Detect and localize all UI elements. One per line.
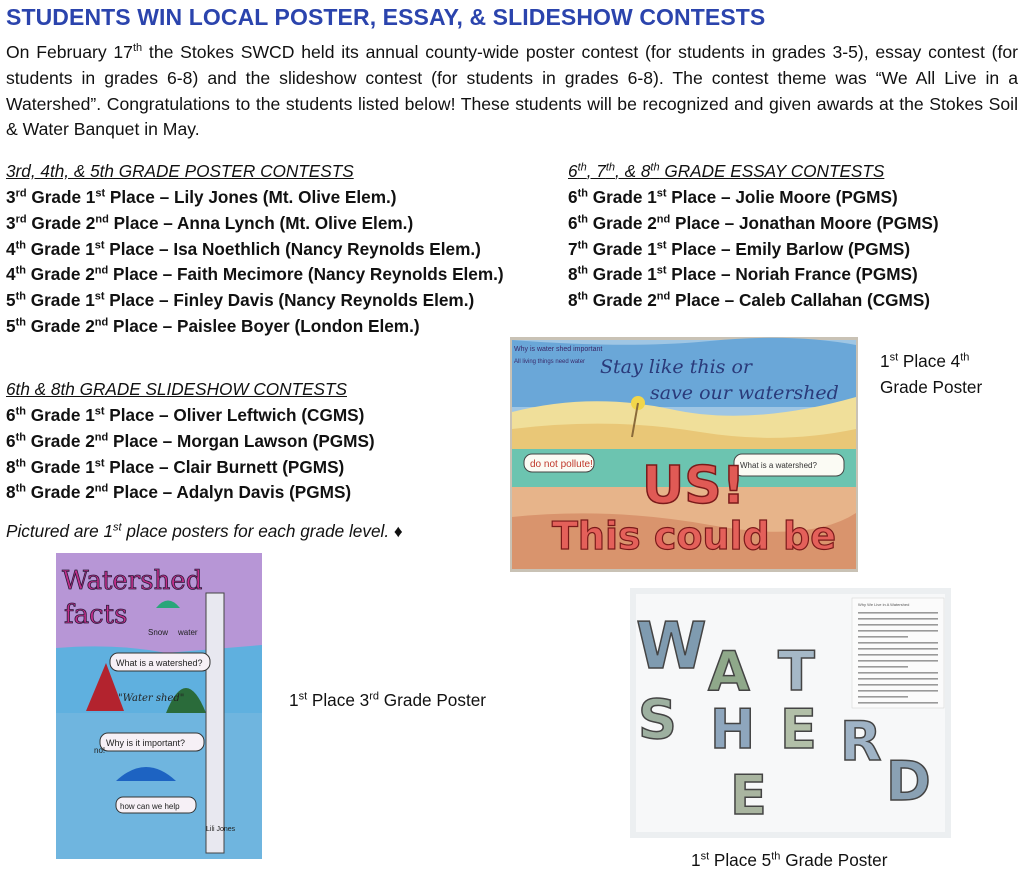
article-headline: STUDENTS WIN LOCAL POSTER, ESSAY, & SLIDESHOW CONTESTS: [6, 4, 766, 30]
intro-paragraph: On February 17th the Stokes SWCD held its annual county-wide poster contest (for students in grades 3-5), essay contest (for students in grades 6-8) and the slideshow contest (for students in grades 6-8). The contest theme was “We All Live in a Watershed”. Congratulations to the students listed below! These students will be recognized and given awards at the Stokes Soil & Water Banquet in May.: [6, 42, 1018, 140]
poster3-q3: how can we help: [120, 802, 180, 811]
grade3-poster-photo: [56, 553, 262, 859]
poster3-no: no!: [94, 746, 106, 755]
poster3-water: water: [178, 628, 198, 637]
poster5-essay-title: Why We Live in A Watershed: [858, 602, 910, 607]
pictured-note: Pictured are 1st place posters for each grade level. ♦: [6, 521, 403, 541]
poster4-note2: All living things need water: [514, 359, 586, 365]
poster5-letter: E: [730, 764, 767, 827]
essay-entry: 6th Grade 1st Place – Jolie Moore (PGMS): [568, 187, 898, 207]
poster3-q1: What is a watershed?: [116, 658, 203, 668]
essay-line: [858, 672, 938, 674]
grade4-poster-photo: [510, 337, 858, 572]
poster4-whatis: What is a watershed?: [740, 461, 817, 470]
poster3-ws: "Water shed": [118, 693, 185, 704]
poster4-line2: save our watershed: [650, 382, 839, 404]
poster5-letter: T: [778, 640, 815, 703]
poster3-q2: Why is it important?: [106, 738, 186, 748]
poster4-note: Why is water shed important: [514, 346, 603, 353]
essay-contest-heading: 6th, 7th, & 8th GRADE ESSAY CONTESTS: [568, 161, 885, 181]
poster4-pollute: do not pollute!: [530, 459, 593, 470]
slideshow-contest-heading: 6th & 8th GRADE SLIDESHOW CONTESTS: [6, 379, 347, 399]
poster-contest-list: [6, 159, 504, 340]
poster5-letter: H: [710, 698, 756, 761]
grade5-poster-photo: [630, 588, 951, 838]
essay-line: [858, 624, 938, 626]
grade5-caption: 1st Place 5th Grade Poster: [691, 850, 888, 870]
poster-entry: 4th Grade 2nd Place – Faith Mecimore (Nancy Reynolds Elem.): [6, 264, 504, 285]
poster5-letter: W: [636, 610, 707, 684]
essay-entry: 7th Grade 1st Place – Emily Barlow (PGMS): [568, 238, 911, 259]
slideshow-entry: 8th Grade 1st Place – Clair Burnett (PGMS): [6, 456, 345, 477]
essay-contest-list: [568, 159, 939, 314]
poster5-letter: D: [886, 750, 931, 813]
essay-line: [858, 612, 938, 614]
slideshow-entry: 6th Grade 2nd Place – Morgan Lawson (PGMS): [6, 430, 375, 451]
poster-entry: 5th Grade 2nd Place – Paislee Boyer (London Elem.): [6, 315, 420, 336]
poster3-title2: facts: [64, 600, 128, 630]
slideshow-contest-list: [6, 377, 375, 506]
essay-entry: 8th Grade 1st Place – Noriah France (PGMS): [568, 264, 918, 285]
slideshow-entry: 6th Grade 1st Place – Oliver Leftwich (CGMS): [6, 405, 365, 425]
essay-line: [858, 660, 938, 662]
essay-line: [858, 642, 938, 644]
poster3-snow: Snow: [148, 628, 169, 637]
essay-line: [858, 690, 938, 692]
essay-entry: 6th Grade 2nd Place – Jonathan Moore (PGMS): [568, 212, 939, 233]
poster5-letter: E: [780, 698, 817, 761]
essay-entry: 8th Grade 2nd Place – Caleb Callahan (CGMS): [568, 290, 931, 311]
grade3-caption: 1st Place 3rd Grade Poster: [289, 690, 487, 710]
poster5-letter: R: [840, 710, 882, 773]
poster5-letter: A: [708, 640, 750, 703]
essay-line: [858, 618, 938, 620]
essay-line: [858, 648, 938, 650]
essay-line: [858, 684, 938, 686]
slideshow-entry: 8th Grade 2nd Place – Adalyn Davis (PGMS): [6, 482, 352, 503]
essay-line: [858, 678, 938, 680]
poster3-name: Lili Jones: [206, 826, 236, 833]
essay-line: [858, 666, 908, 668]
essay-line: [858, 636, 908, 638]
essay-line: [858, 696, 908, 698]
poster-entry: 3rd Grade 2nd Place – Anna Lynch (Mt. Olive Elem.): [6, 212, 414, 233]
poster4-us: US!: [642, 456, 746, 516]
poster-entry: 4th Grade 1st Place – Isa Noethlich (Nancy Reynolds Elem.): [6, 238, 481, 259]
poster-entry: 5th Grade 1st Place – Finley Davis (Nancy Reynolds Elem.): [6, 290, 475, 311]
poster-contest-heading: 3rd, 4th, & 5th GRADE POSTER CONTESTS: [6, 161, 354, 181]
essay-line: [858, 630, 938, 632]
poster5-letter: S: [638, 688, 677, 751]
poster4-line1: Stay like this or: [600, 356, 752, 378]
grade4-caption: 1st Place 4th Grade Poster: [880, 351, 983, 397]
poster3-title1: Watershed: [62, 566, 203, 596]
essay-line: [858, 702, 938, 704]
poster-entry: 3rd Grade 1st Place – Lily Jones (Mt. Olive Elem.): [6, 187, 397, 207]
poster4-bottom: This could be: [552, 514, 836, 558]
essay-line: [858, 654, 938, 656]
